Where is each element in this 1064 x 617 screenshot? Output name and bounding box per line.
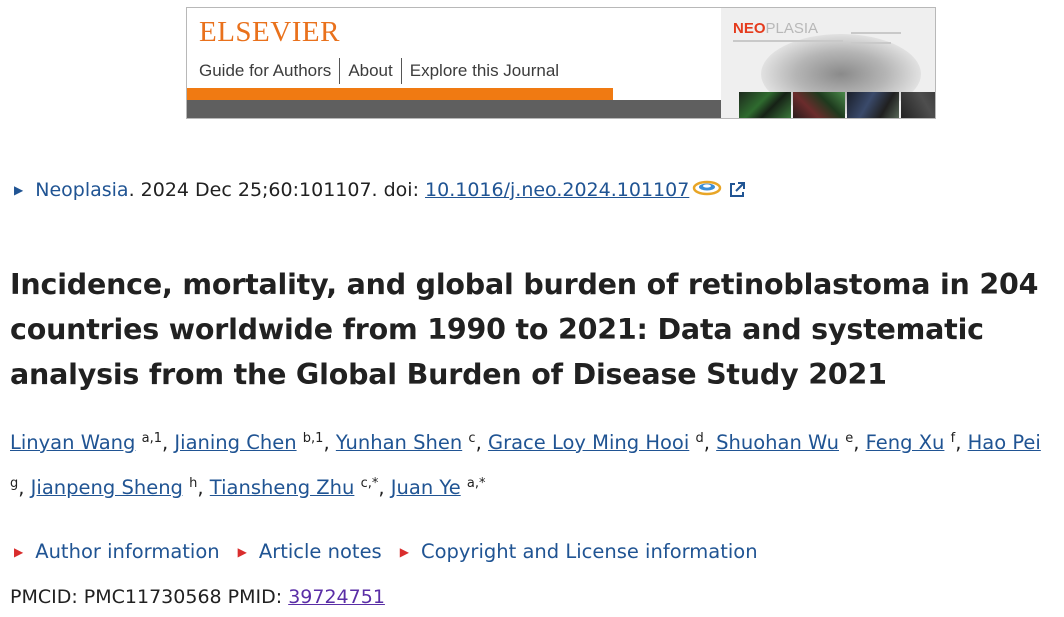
author-affiliation-marker: d <box>695 431 704 446</box>
expand-triangle-icon: ▶ <box>399 544 409 559</box>
journal-banner[interactable] <box>186 7 936 119</box>
cover-text-line <box>851 32 901 34</box>
cover-thumbnail <box>901 92 936 119</box>
cover-thumbnail <box>793 92 845 119</box>
author-affiliation-marker: a,* <box>466 476 486 491</box>
article-notes-label[interactable]: Article notes <box>258 540 382 563</box>
pmid-label: PMID: <box>227 586 289 608</box>
explore-journal-link[interactable]: Explore this Journal <box>409 61 560 80</box>
cover-text-line <box>733 40 843 42</box>
cover-thumbnail <box>847 92 899 119</box>
author-link[interactable]: Grace Loy Ming Hooi <box>487 431 690 454</box>
article-identifiers <box>10 586 385 608</box>
orange-stripe <box>187 88 613 100</box>
author-link[interactable]: Jianing Chen <box>174 431 297 454</box>
cover-thumbnails <box>739 92 936 119</box>
author-link[interactable]: Hao Pei <box>967 431 1041 454</box>
cover-text-line <box>851 42 891 44</box>
citation-line <box>14 178 747 202</box>
author-link[interactable]: Juan Ye <box>390 476 461 499</box>
crossmark-icon[interactable] <box>691 178 723 202</box>
author-link[interactable]: Jianpeng Sheng <box>30 476 183 499</box>
elsevier-logo: ELSEVIER <box>199 16 340 48</box>
author-link[interactable]: Shuohan Wu <box>716 431 839 454</box>
about-link[interactable]: About <box>348 61 393 80</box>
guide-for-authors-link[interactable]: Guide for Authors <box>199 61 332 80</box>
author-affiliation-marker: h <box>189 476 198 491</box>
author-information-label[interactable]: Author information <box>35 540 220 563</box>
doi-link[interactable]: 10.1016/j.neo.2024.101107 <box>425 179 690 201</box>
expand-triangle-icon[interactable]: ▶ <box>14 183 24 197</box>
author-information-toggle[interactable] <box>14 540 220 563</box>
cover-thumbnail <box>739 92 791 119</box>
article-info-expanders <box>14 540 776 563</box>
gray-stripe <box>187 100 721 119</box>
author-affiliation-marker: f <box>950 431 956 446</box>
author-affiliation-marker: a,1 <box>141 431 162 446</box>
journal-cover-image <box>721 8 936 119</box>
author-affiliation-marker: b,1 <box>302 431 324 446</box>
author-affiliation-marker: c <box>468 431 476 446</box>
citation-details: . 2024 Dec 25;60:101107. doi: <box>128 179 426 201</box>
expand-triangle-icon: ▶ <box>14 544 24 559</box>
author-link[interactable]: Yunhan Shen <box>335 431 463 454</box>
expand-triangle-icon: ▶ <box>237 544 247 559</box>
pmid-link[interactable]: 39724751 <box>288 586 385 608</box>
pmcid-label: PMCID: <box>10 586 84 608</box>
author-list: Linyan Wang $^{a,1}$, Jianing Chen $^{b,1}$, Yunhan Shen $^c$, Grace Loy Ming Hooi $^d$, Shuohan Wu $^e$, Feng Xu $^f$, Hao Pei $^g$, Jianpeng Sheng $^h$, Tiansheng Zhu $^{c,*}$, Juan Ye $^{a,*}$ <box>10 431 1041 499</box>
article-notes-toggle[interactable] <box>238 540 382 563</box>
pmcid-value: PMC11730568 <box>83 586 222 608</box>
author-affiliation-marker: e <box>845 431 854 446</box>
copyright-license-toggle[interactable] <box>400 540 758 563</box>
author-affiliation-marker: g <box>10 476 19 491</box>
author-link[interactable]: Tiansheng Zhu <box>209 476 355 499</box>
external-link-icon[interactable] <box>727 180 747 200</box>
author-link[interactable]: Linyan Wang <box>10 431 136 454</box>
author-affiliation-marker: c,* <box>360 476 379 491</box>
cover-title: NEOPLASIA <box>733 20 819 37</box>
banner-nav <box>199 58 567 84</box>
article-title: Incidence, mortality, and global burden of retinoblastoma in 204 countries worldwide from 1990 to 2021: Data and systematic analysis from the Global Burden of Disease Study 2021 <box>10 268 1039 391</box>
author-link[interactable]: Feng Xu <box>865 431 945 454</box>
journal-link[interactable]: Neoplasia <box>35 179 129 201</box>
copyright-license-label[interactable]: Copyright and License information <box>420 540 758 563</box>
